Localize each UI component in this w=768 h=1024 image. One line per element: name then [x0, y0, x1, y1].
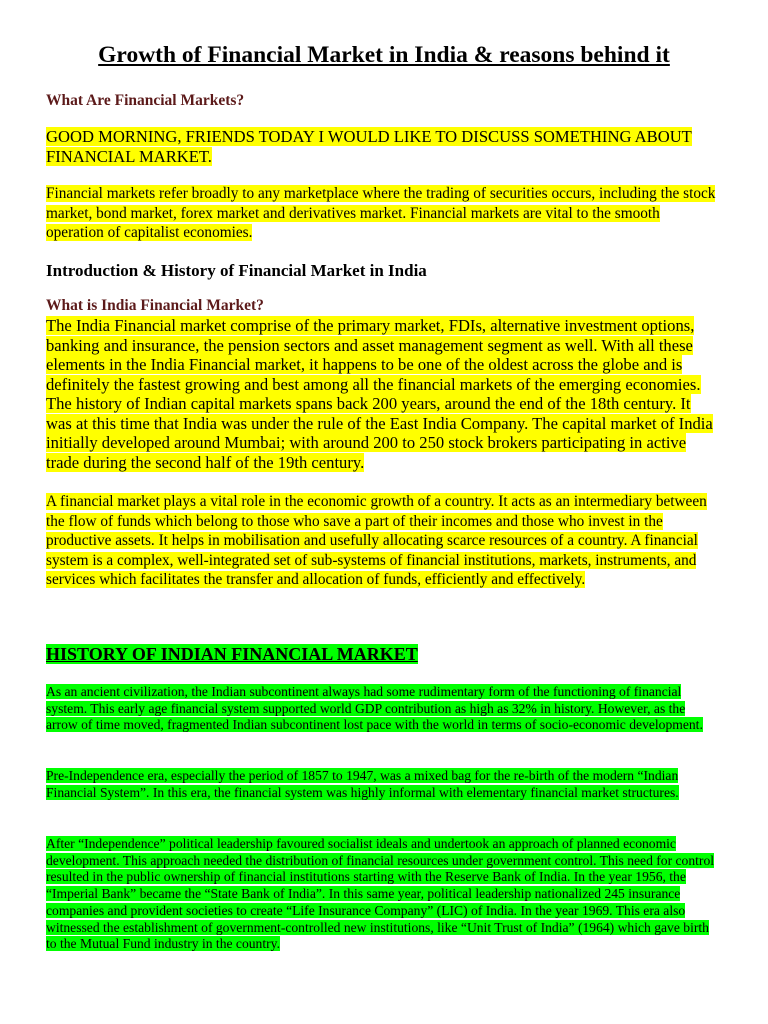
section-heading-history-of-indian-financial-market: [46, 644, 418, 665]
financial-markets-definition-text: Financial markets refer broadly to any marketplace where the trading of securities occurs, including the stock market, bond market, forex market and derivatives market. Financial markets are vital to the smooth operation of capitalist economies.: [46, 185, 716, 241]
after-independence-text: After “Independence” political leadership favoured socialist ideals and undertook an approach of planned economic development. This approach needed the distribution of financial resources under government control. This need for control resulted in the public ownership of financial institutions starting with the Reserve Bank of India. In the year 1956, the “Imperial Bank” became the “State Bank of India”. In this same year, political leadership nationalized 245 insurance companies and provident societies to create “Life Insurance Company” (LIC) of India. In the year 1969. This era also witnessed the establishment of government-controlled new institutions, like “Unit Trust of India” (1964) which gave birth to the Mutual Fund industry in the country.: [46, 836, 715, 952]
greeting-text: GOOD MORNING, FRIENDS TODAY I WOULD LIKE TO DISCUSS SOMETHING ABOUT FINANCIAL MARKET.: [46, 127, 692, 166]
document-title: Growth of Financial Market in India & reasons behind it: [98, 42, 670, 68]
history-heading-text: HISTORY OF INDIAN FINANCIAL MARKET: [46, 644, 418, 664]
pre-independence-text: Pre-Independence era, especially the period of 1857 to 1947, was a mixed bag for the re-birth of the modern “Indian Financial System”. In this era, the financial system was highly informal with elementary financial market structures.: [46, 768, 679, 800]
ancient-civilization-paragraph: [46, 684, 716, 734]
after-independence-paragraph: [46, 836, 716, 953]
financial-market-role-paragraph: [46, 492, 716, 590]
section-heading-introduction-history: Introduction & History of Financial Market in India: [46, 261, 427, 280]
subheading-what-is-india-financial-market: What is India Financial Market?: [46, 297, 264, 314]
financial-market-role-text: A financial market plays a vital role in the economic growth of a country. It acts as an intermediary between the flow of funds which belong to those who save a part of their incomes and those who invest in the productive assets. It helps in mobilisation and usefully allocating scarce resources of a country. A financial system is a complex, well-integrated set of sub-systems of financial institutions, markets, instruments, and services which facilitates the transfer and allocation of funds, efficiently and effectively.: [46, 493, 707, 588]
financial-markets-definition-paragraph: [46, 184, 716, 243]
pre-independence-paragraph: [46, 768, 716, 801]
section-heading-what-are-financial-markets: What Are Financial Markets?: [46, 92, 245, 109]
greeting-paragraph: [46, 127, 706, 166]
india-financial-market-text: The India Financial market comprise of the primary market, FDIs, alternative investment options, banking and insurance, the pension sectors and asset management segment as well. With all these elements in the India Financial market, it happens to be one of the oldest across the globe and is definitely the fastest growing and best among all the financial markets of the emerging economies. The history of Indian capital markets spans back 200 years, around the end of the 18th century. It was at this time that India was under the rule of the East India Company. The capital market of India initially developed around Mumbai; with around 200 to 250 stock brokers participating in active trade during the second half of the 19th century.: [46, 316, 713, 472]
ancient-civilization-text: As an ancient civilization, the Indian subcontinent always had some rudimentary form of the functioning of financial system. This early age financial system supported world GDP contribution as high as 32% in history. However, as the arrow of time moved, fragmented Indian subcontinent lost pace with the world in terms of socio-economic development.: [46, 684, 703, 733]
india-financial-market-paragraph: [46, 316, 716, 472]
